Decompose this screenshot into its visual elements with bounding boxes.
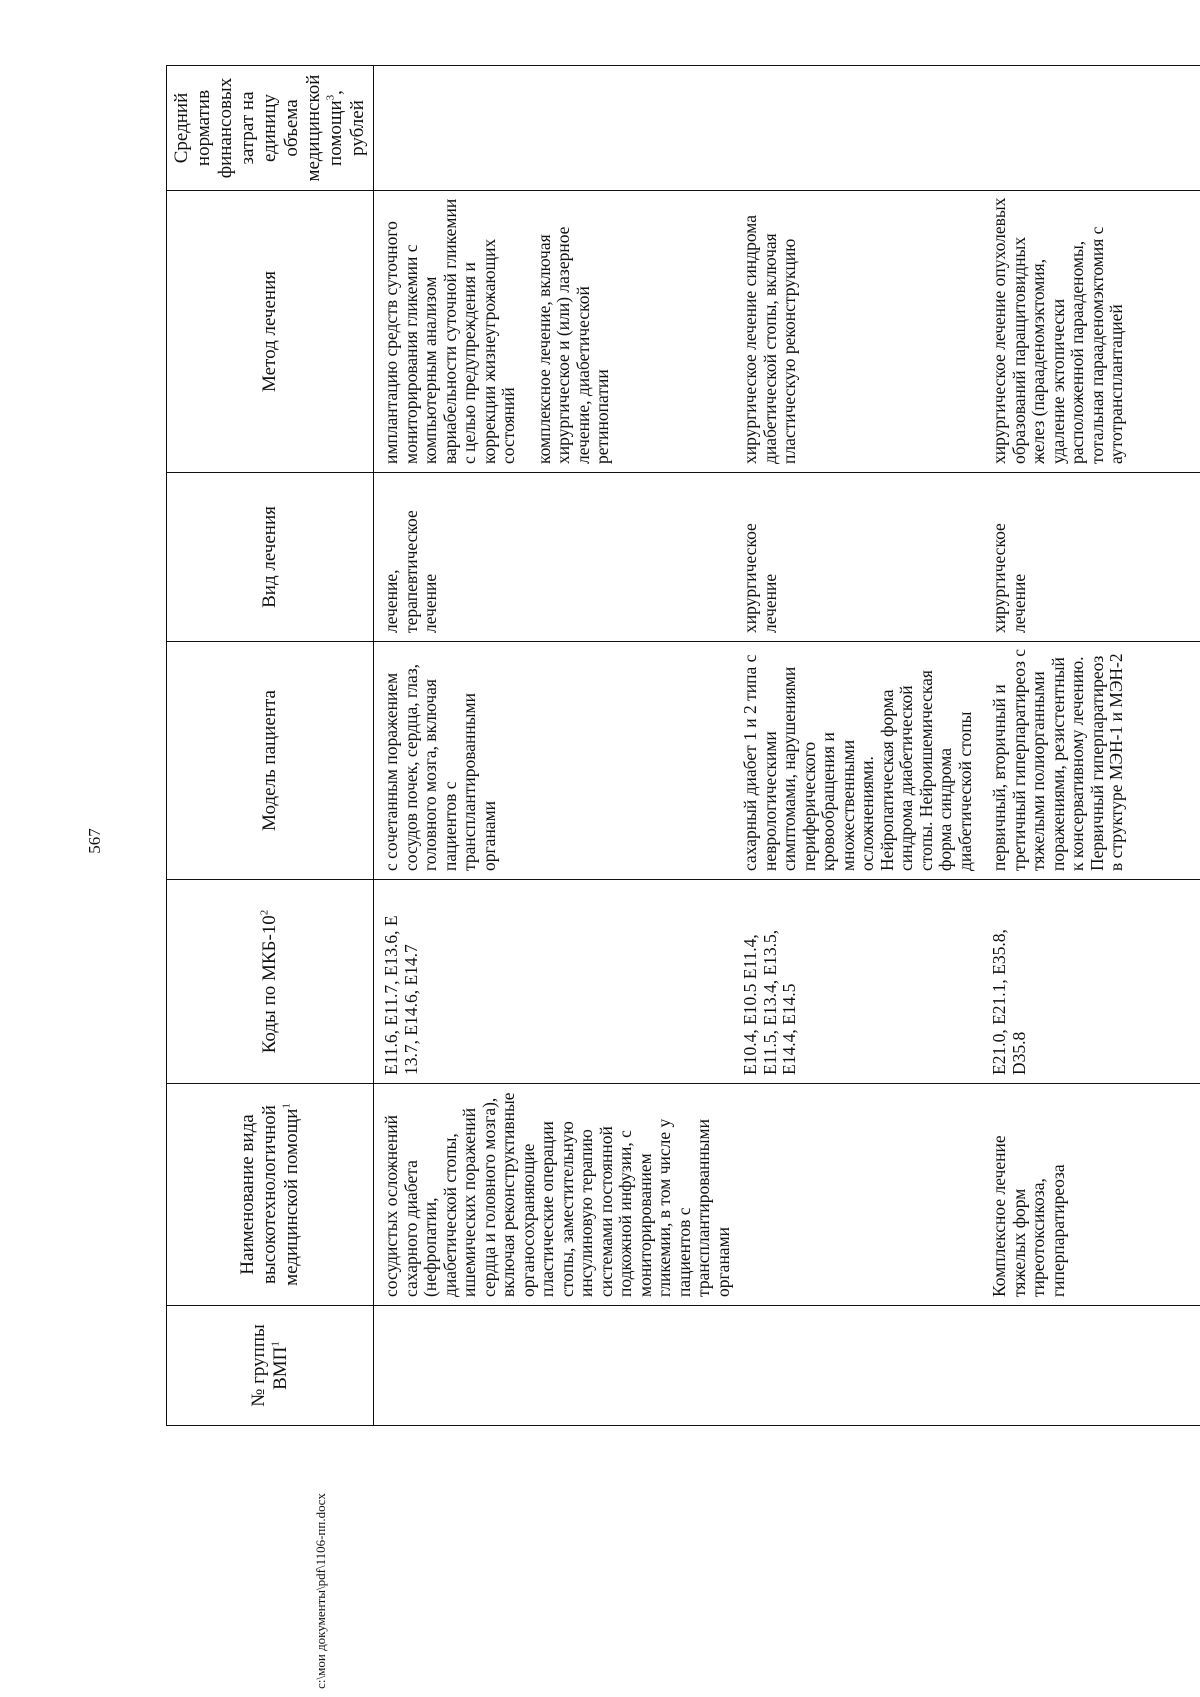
cell-method [374,191,734,473]
cell-group-no [374,1306,734,1426]
header-method: Метод лечения [167,191,374,473]
cell-treatment-type: хирургическое лечение [982,473,1200,642]
treatment-table [166,65,1200,1426]
method-text: имплантацию средств суточного мониторирования гликемии с компьютерным анализом вариабельности суточной гликемии с целью предупреждения и коррекции жизнеугрожающих состояний [381,198,518,464]
cell-method [982,191,1200,473]
cell-patient-model: сахарный диабет 1 и 2 типа с неврологическими симптомами, нарушениями периферического кровообращения и множественными осложнениями. Нейропатическая форма синдрома диабетической стопы. Нейроишемическая форма синдрома диабетической стопы [733,642,982,880]
cell-cost [982,66,1200,191]
cell-group-no [982,1306,1200,1426]
cell-patient-model: первичный, вторичный и третичный гиперпаратиреоз с тяжелыми полиорганными поражениями, резистентный к консервативному лечению. Первичный гиперпаратиреоз в структуре МЭН-1 и МЭН-2 [982,642,1200,880]
cell-icd: E11.6, E11.7, E13.6, E 13.7, E14.6, E14.7 [374,880,734,1084]
table-row [733,66,982,1426]
method-text: хирургическое лечение опухолевых образований паращитовидных желез (парааденомэктомия, удаление эктопически расположенной парааденомы, тотальная парааденомэктомия с аутотрансплантацией [989,197,1126,464]
cell-treatment-type: лечение, терапевтическое лечение [374,473,734,642]
cell-method [733,191,982,473]
cell-icd: E10.4, E10.5 E11.4, E11.5, E13.4, E13.5, E14.4, E14.5 [733,880,982,1084]
header-patient-model: Модель пациента [167,642,374,880]
cell-name: сосудистых осложнений сахарного диабета (нефропатии, диабетической стопы, ишемических поражений сердца и головного мозга), включая реконструктивные органосохраняющие пластические операции стопы, заместительную инсулиновую терапию системами постоянной подкожной инфузии, с мониторированием гликемии, в том числе у пациентов с трансплантированными органами [374,1084,734,1306]
header-icd: Коды по МКБ-$10^2$ [167,880,374,1084]
cell-group-no [733,1306,982,1426]
header-cost: Средний норматив финансовых затрат на единицу объема медицинской помощи$^3$, рублей [167,66,374,191]
table-row [374,66,734,1426]
header-treatment-type: Вид лечения [167,473,374,642]
cell-patient-model: с сочетанным поражением сосудов почек, сердца, глаз, головного мозга, включая пациентов с трансплантированными органами [374,642,734,880]
cell-cost [733,66,982,191]
page-number [82,821,108,861]
method-text: хирургическое лечение синдрома диабетической стопы, включая пластическую реконструкцию [740,215,799,464]
table-row [982,66,1200,1426]
cell-name [733,1084,982,1306]
footer-path-text: c:\мои документы\pdf\1106-пп.docx [313,1493,328,1689]
cell-treatment-type: хирургическое лечение [733,473,982,642]
header-group-no: № группы ВМП$^1$ [167,1306,374,1426]
cell-icd: E21.0, E21.1, E35.8, D35.8 [982,880,1200,1084]
header-name: Наименование вида высокотехнологичной медицинской помощи$^1$ [167,1084,374,1306]
cell-name: Комплексное лечение тяжелых форм тиреотоксикоза, гиперпаратиреоза [982,1084,1200,1306]
page-number-text: 567 [85,828,104,854]
rotated-table-sheet [166,66,1200,1426]
table-header-row [167,66,374,1426]
cell-cost [374,66,734,191]
document-footer-path [310,1493,332,1689]
method-text: комплексное лечение, включая хирургическое и (или) лазерное лечение, диабетической ретинопатии [533,226,612,464]
